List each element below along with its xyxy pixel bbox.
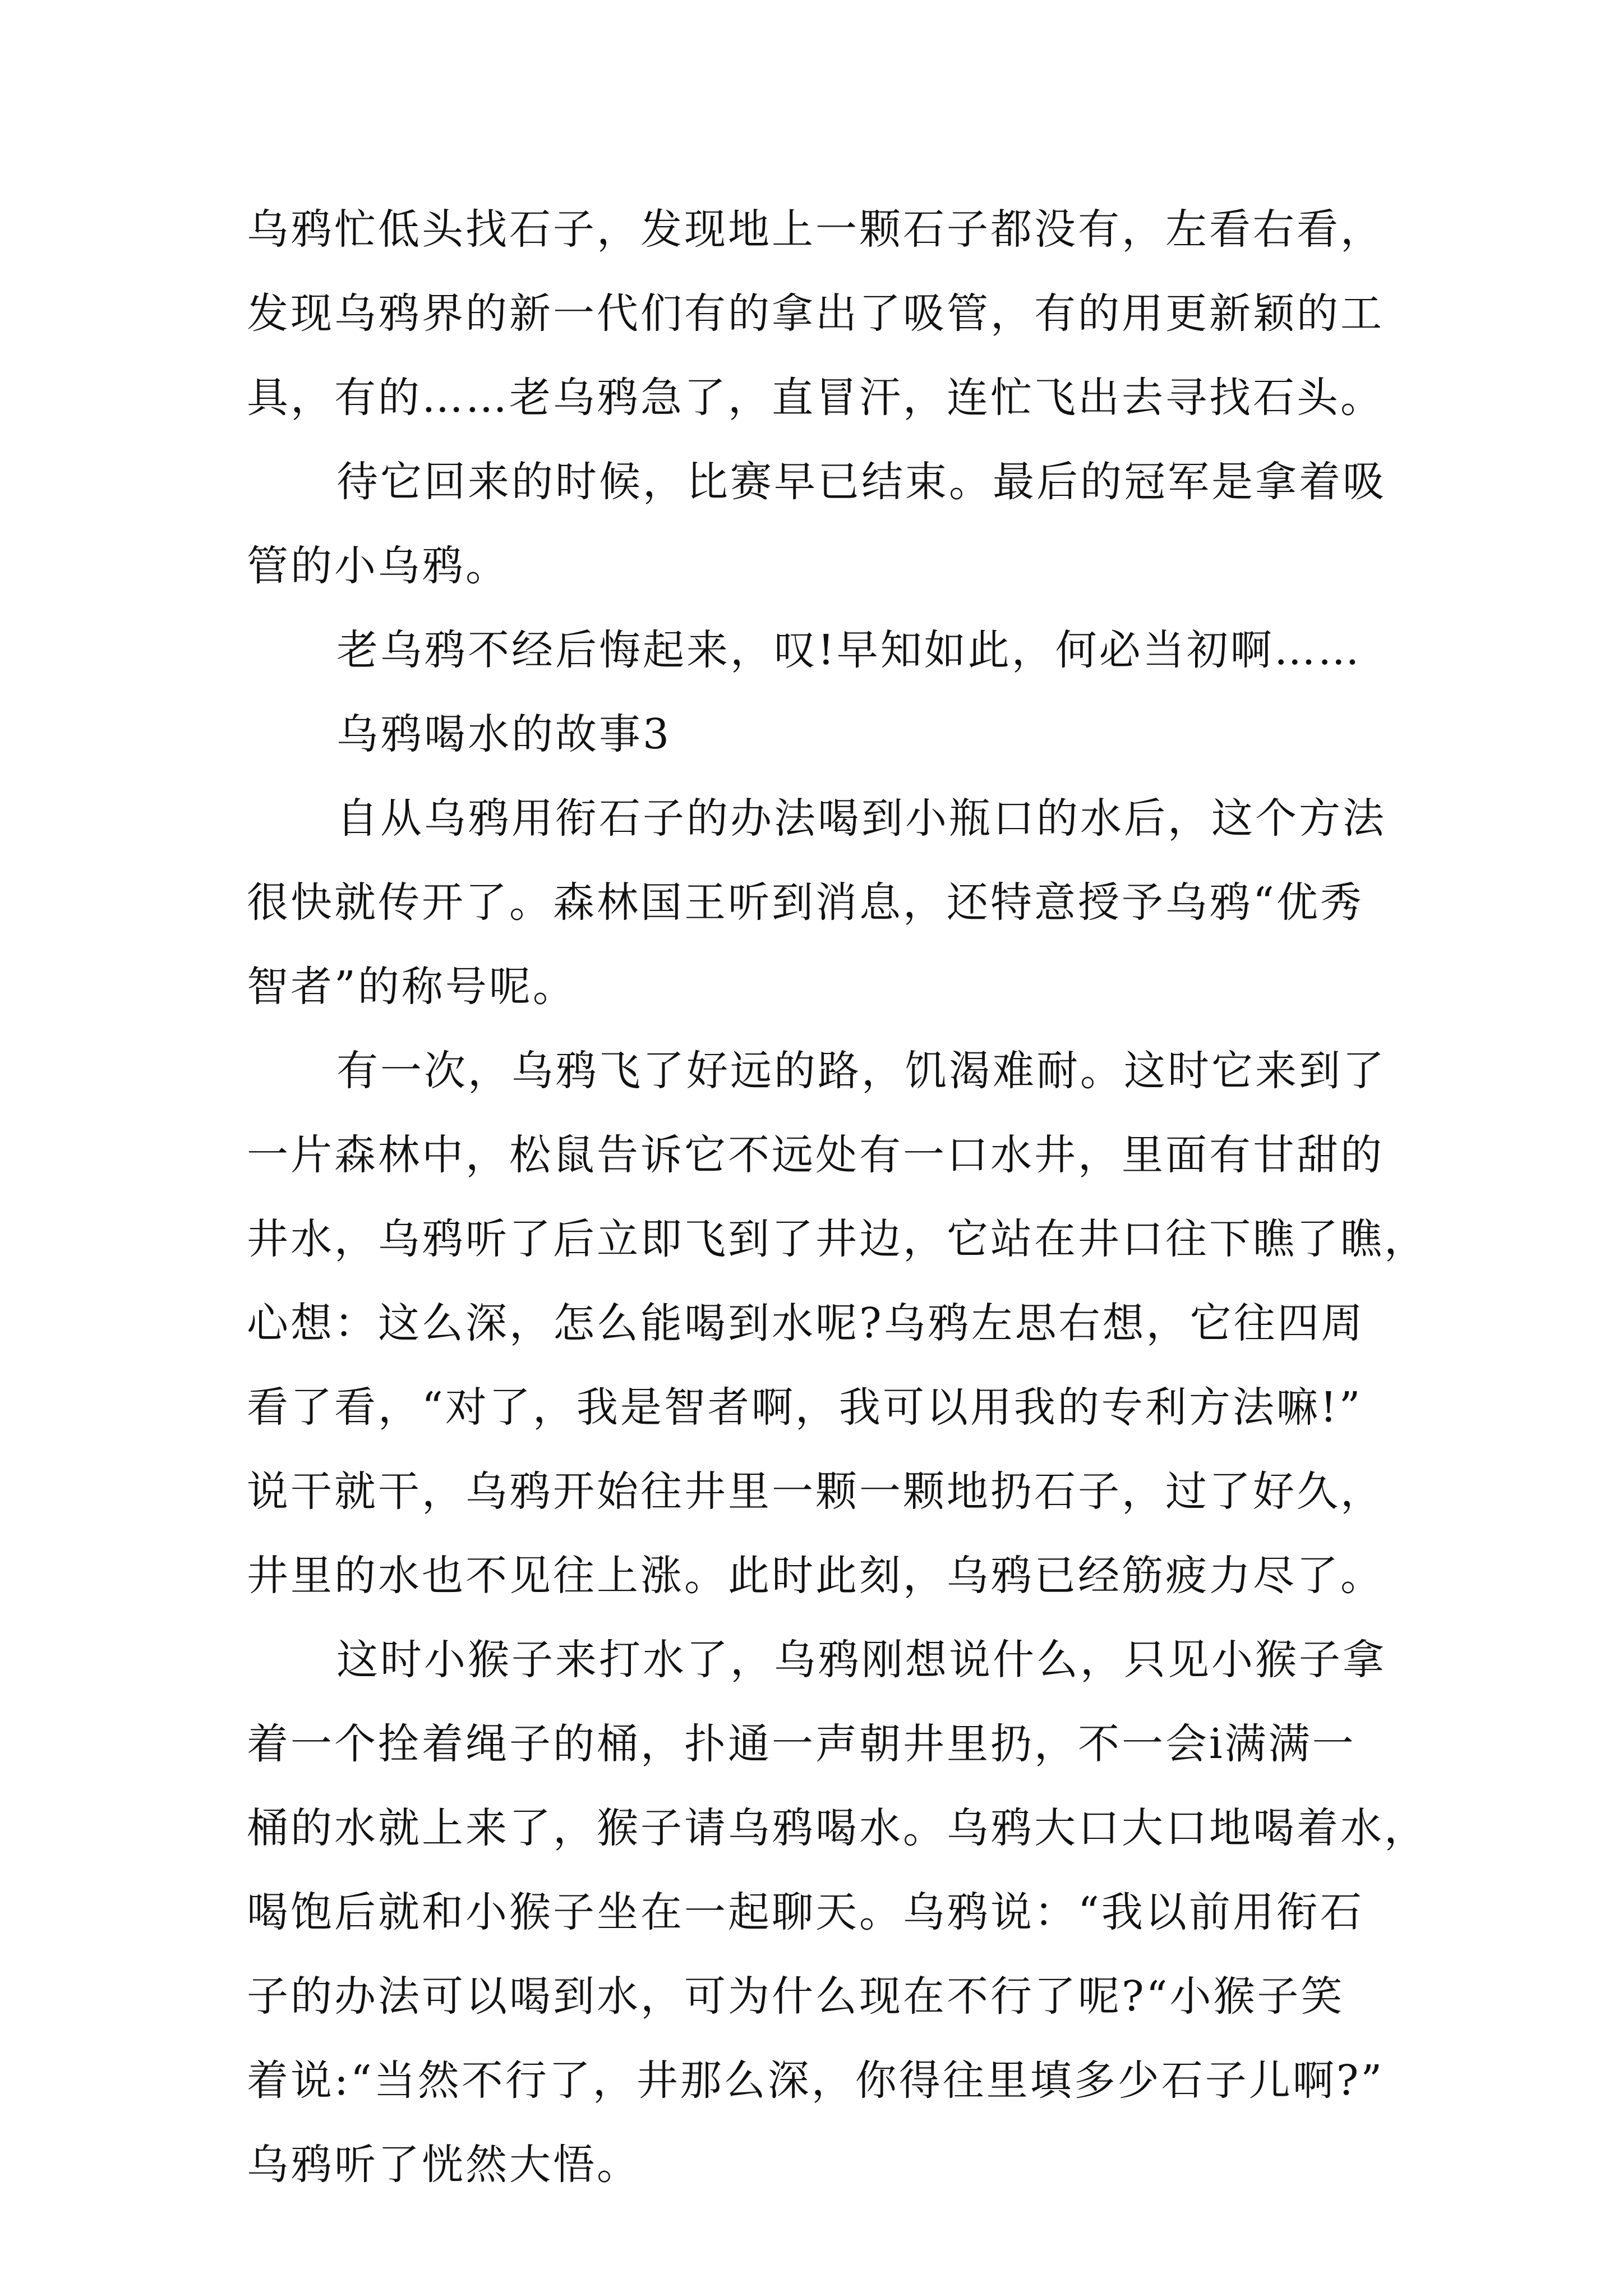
paragraph-line: 桶的水就上来了，猴子请乌鸦喝水。乌鸦大口大口地喝着水， <box>247 1804 1428 1852</box>
paragraph-line: 井里的水也不见往上涨。此时此刻，乌鸦已经筋疲力尽了。 <box>247 1552 1384 1600</box>
paragraph-line: 着说:“当然不行了，井那么深，你得往里填多少石子儿啊?” <box>247 2056 1385 2105</box>
paragraph-line: 待它回来的时候，比赛早已结束。最后的冠军是拿着吸 <box>336 458 1386 506</box>
paragraph-line: 心想：这么深，怎么能喝到水呢?乌鸦左思右想，它往四周 <box>247 1299 1365 1347</box>
paragraph-line: 老乌鸦不经后悔起来，叹!早知如此，何必当初啊…… <box>336 626 1362 674</box>
paragraph-line: 喝饱后就和小猴子坐在一起聊天。乌鸦说：“我以前用衔石 <box>247 1888 1364 1936</box>
paragraph-line: 着一个拴着绳子的桶，扑通一声朝井里扔，不一会i满满一 <box>247 1720 1356 1768</box>
paragraph-line: 这时小猴子来打水了，乌鸦刚想说什么，只见小猴子拿 <box>336 1636 1386 1684</box>
paragraph-line: 一片森林中，松鼠告诉它不远处有一口水井，里面有甘甜的 <box>247 1131 1384 1179</box>
paragraph-line: 管的小乌鸦。 <box>247 542 509 590</box>
paragraph-line: 子的办法可以喝到水，可为什么现在不行了呢?“小猴子笑 <box>247 1972 1345 2021</box>
paragraph-line: 发现乌鸦界的新一代们有的拿出了吸管，有的用更新颖的工 <box>247 289 1384 338</box>
section-heading: 乌鸦喝水的故事3 <box>336 710 672 758</box>
paragraph-line: 自从乌鸦用衔石子的办法喝到小瓶口的水后，这个方法 <box>336 794 1386 843</box>
paragraph-line: 看了看，“对了，我是智者啊，我可以用我的专利方法嘛!” <box>247 1383 1363 1432</box>
paragraph-line: 乌鸦听了恍然大悟。 <box>247 2141 640 2189</box>
paragraph-line: 智者”的称号呢。 <box>247 963 577 1011</box>
paragraph-line: 有一次，乌鸦飞了好远的路，饥渴难耐。这时它来到了 <box>336 1047 1386 1095</box>
paragraph-line: 说干就干，乌鸦开始往井里一颗一颗地扔石子，过了好久， <box>247 1467 1384 1516</box>
paragraph-line: 具，有的……老乌鸦急了，直冒汗，连忙飞出去寻找石头。 <box>247 374 1384 422</box>
paragraph-line: 很快就传开了。森林国王听到消息，还特意授予乌鸦“优秀 <box>247 878 1364 927</box>
paragraph-line: 井水，乌鸦听了后立即飞到了井边，它站在井口往下瞧了瞧， <box>247 1215 1428 1263</box>
paragraph-line: 乌鸦忙低头找石子，发现地上一颗石子都没有，左看右看， <box>247 205 1384 254</box>
